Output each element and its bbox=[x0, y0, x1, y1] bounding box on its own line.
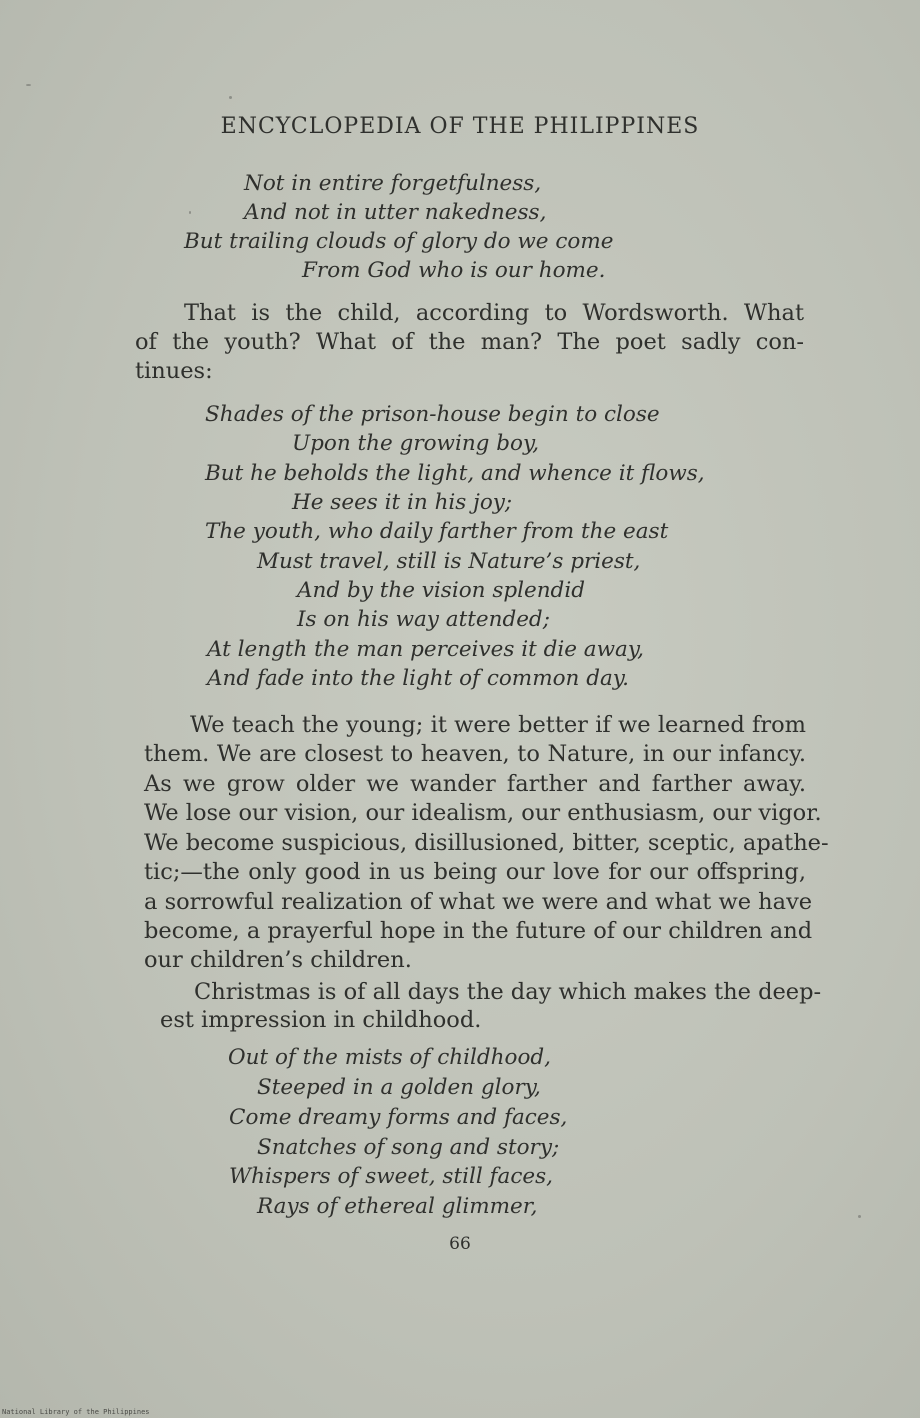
paragraph-line: our children’s children. bbox=[144, 947, 412, 973]
poem-line: From God who is our home. bbox=[302, 258, 606, 283]
paragraph-line: We become suspicious, disillusioned, bitter, sceptic, apathe- bbox=[144, 830, 829, 856]
poem-line: Whispers of sweet, still faces, bbox=[229, 1164, 553, 1189]
running-head: ENCYCLOPEDIA OF THE PHILIPPINES bbox=[220, 114, 700, 139]
poem-line: Upon the growing boy, bbox=[292, 431, 540, 456]
poem-line: Come dreamy forms and faces, bbox=[229, 1105, 568, 1130]
poem-line: Steeped in a golden glory, bbox=[257, 1075, 541, 1100]
poem-line: But trailing clouds of glory do we come bbox=[184, 229, 614, 254]
poem-line: Rays of ethereal glimmer, bbox=[257, 1194, 538, 1219]
paragraph-line: We teach the young; it were better if we learned from bbox=[190, 712, 806, 738]
poem-line: Out of the mists of childhood, bbox=[228, 1045, 552, 1070]
paragraph-line: That is the child, according to Wordsworth. What bbox=[184, 300, 804, 326]
paragraph-line: of the youth? What of the man? The poet sadly con- bbox=[135, 329, 804, 355]
paper-speck bbox=[229, 96, 232, 99]
poem-line: And not in utter nakedness, bbox=[244, 200, 547, 225]
paragraph-line: tic;—the only good in us being our love for our offspring, bbox=[144, 859, 806, 885]
paper-speck bbox=[26, 84, 31, 86]
poem-line: Snatches of song and story; bbox=[257, 1135, 560, 1160]
poem-line: And by the vision splendid bbox=[297, 578, 585, 603]
poem-line: The youth, who daily farther from the east bbox=[205, 519, 669, 544]
paragraph-line: Christmas is of all days the day which makes the deep- bbox=[194, 979, 822, 1005]
paper-speck bbox=[189, 211, 191, 214]
paragraph-line: become, a prayerful hope in the future of our children and bbox=[144, 918, 813, 944]
poem-line: Is on his way attended; bbox=[297, 607, 550, 632]
paragraph-line: tinues: bbox=[135, 358, 213, 384]
poem-line: And fade into the light of common day. bbox=[207, 666, 629, 691]
paragraph-line: a sorrowful realization of what we were and what we have bbox=[144, 889, 813, 915]
poem-line: But he beholds the light, and whence it flows, bbox=[205, 461, 705, 486]
poem-line: Shades of the prison-house begin to close bbox=[205, 402, 660, 427]
poem-line: Not in entire forgetfulness, bbox=[244, 171, 542, 196]
paragraph-line: We lose our vision, our idealism, our enthusiasm, our vigor. bbox=[144, 800, 822, 826]
poem-line: At length the man perceives it die away, bbox=[207, 637, 644, 662]
paragraph-line: est impression in childhood. bbox=[160, 1007, 482, 1033]
paragraph-line: them. We are closest to heaven, to Nature, in our infancy. bbox=[144, 741, 806, 767]
poem-line: He sees it in his joy; bbox=[292, 490, 513, 515]
poem-line: Must travel, still is Nature’s priest, bbox=[257, 549, 641, 574]
footer-credit: National Library of the Philippines bbox=[2, 1408, 150, 1416]
paragraph-line: As we grow older we wander farther and farther away. bbox=[144, 771, 806, 797]
paper-speck bbox=[858, 1215, 861, 1218]
page-number: 66 bbox=[449, 1234, 471, 1254]
